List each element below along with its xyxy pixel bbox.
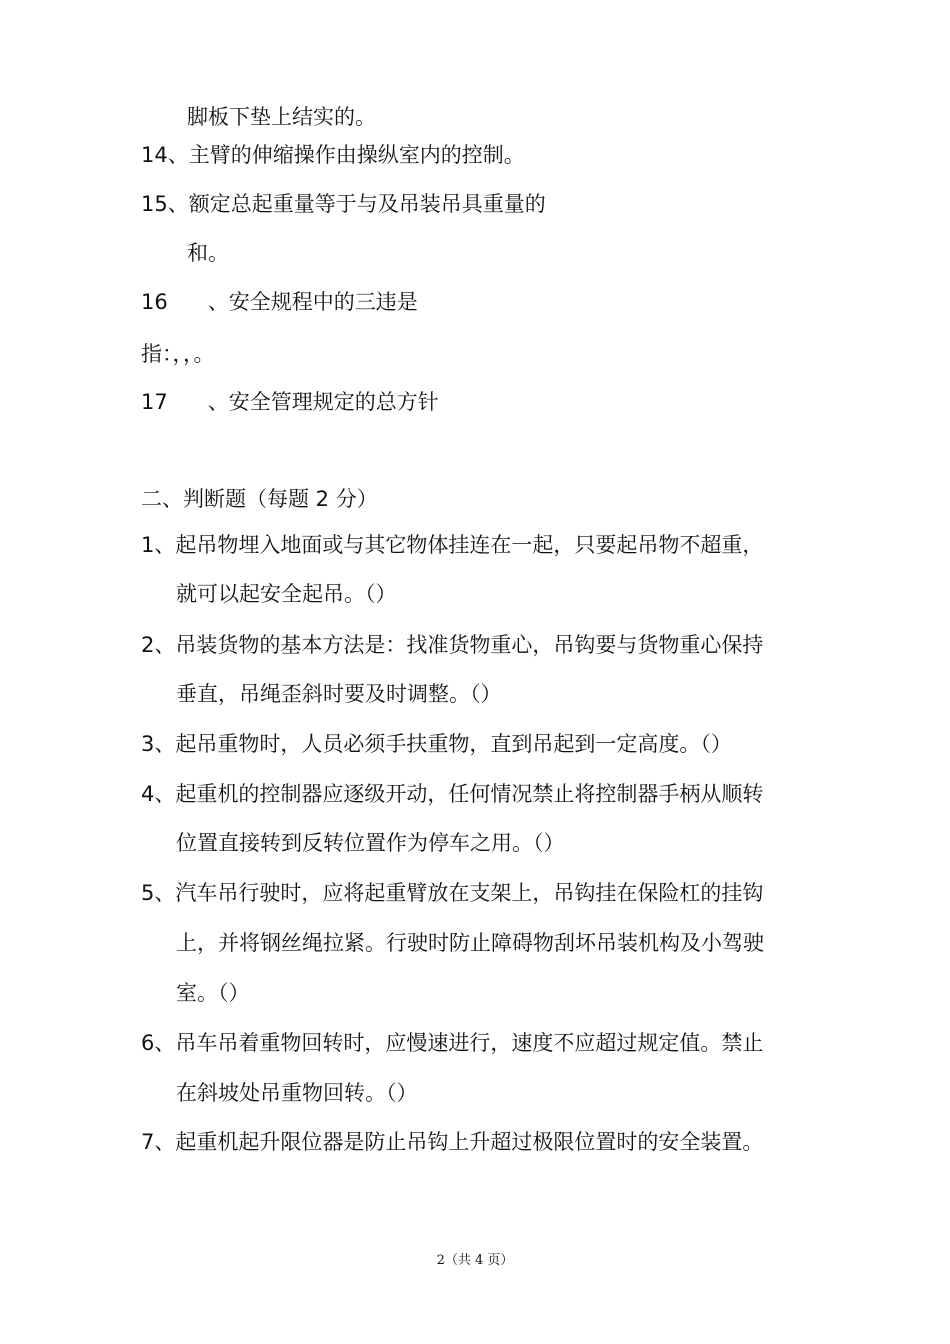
question-14: 14、主臂的伸缩操作由操纵室内的控制。 [141,143,525,167]
question-17-number: 17 [141,390,168,414]
question-17-text: 、安全管理规定的总方针 [207,390,439,414]
tf-question-7: 7、起重机起升限位器是防止吊钩上升超过极限位置时的安全装置。 [141,1130,764,1154]
tf-question-1-line-2: 就可以起安全起吊。（） [176,582,397,606]
question-15-line-2: 和。 [187,241,229,265]
tf-question-5-line-3: 室。（） [176,981,250,1005]
section-2-heading: 二、判断题（每题 2 分） [141,487,378,511]
tf-question-2-line-1: 2、吊装货物的基本方法是：找准货物重心，吊钩要与货物重心保持 [141,633,764,657]
tf-question-4-line-1: 4、起重机的控制器应逐级开动，任何情况禁止将控制器手柄从顺转 [141,782,764,806]
question-13-continuation: 脚板下垫上结实的。 [187,105,376,129]
question-16-text: 、安全规程中的三违是 [207,290,418,314]
tf-question-6-line-1: 6、吊车吊着重物回转时，应慢速进行，速度不应超过规定值。禁止 [141,1031,764,1055]
question-16 [141,288,418,316]
question-17 [141,388,439,416]
question-16-number: 16 [141,290,168,314]
tf-question-3: 3、起吊重物时，人员必须手扶重物，直到吊起到一定高度。（） [141,732,732,756]
tf-question-5-line-1: 5、汽车吊行驶时，应将起重臂放在支架上，吊钩挂在保险杠的挂钩 [141,881,764,905]
page-number: 2（共 4 页） [436,1253,514,1268]
tf-question-6-line-2: 在斜坡处吊重物回转。（） [176,1081,418,1105]
tf-question-2-line-2: 垂直，吊绳歪斜时要及时调整。（） [176,682,502,706]
tf-question-4-line-2: 位置直接转到反转位置作为停车之用。（） [176,831,565,855]
question-15-line-1: 15、额定总起重量等于与及吊装吊具重量的 [141,192,546,216]
question-16-continuation: 指：，，。 [141,342,215,366]
tf-question-5-line-2: 上，并将钢丝绳拉紧。行驶时防止障碍物刮坏吊装机构及小驾驶 [176,931,764,955]
tf-question-1-line-1: 1、起吊物埋入地面或与其它物体挂连在一起，只要起吊物不超重， [141,533,764,557]
